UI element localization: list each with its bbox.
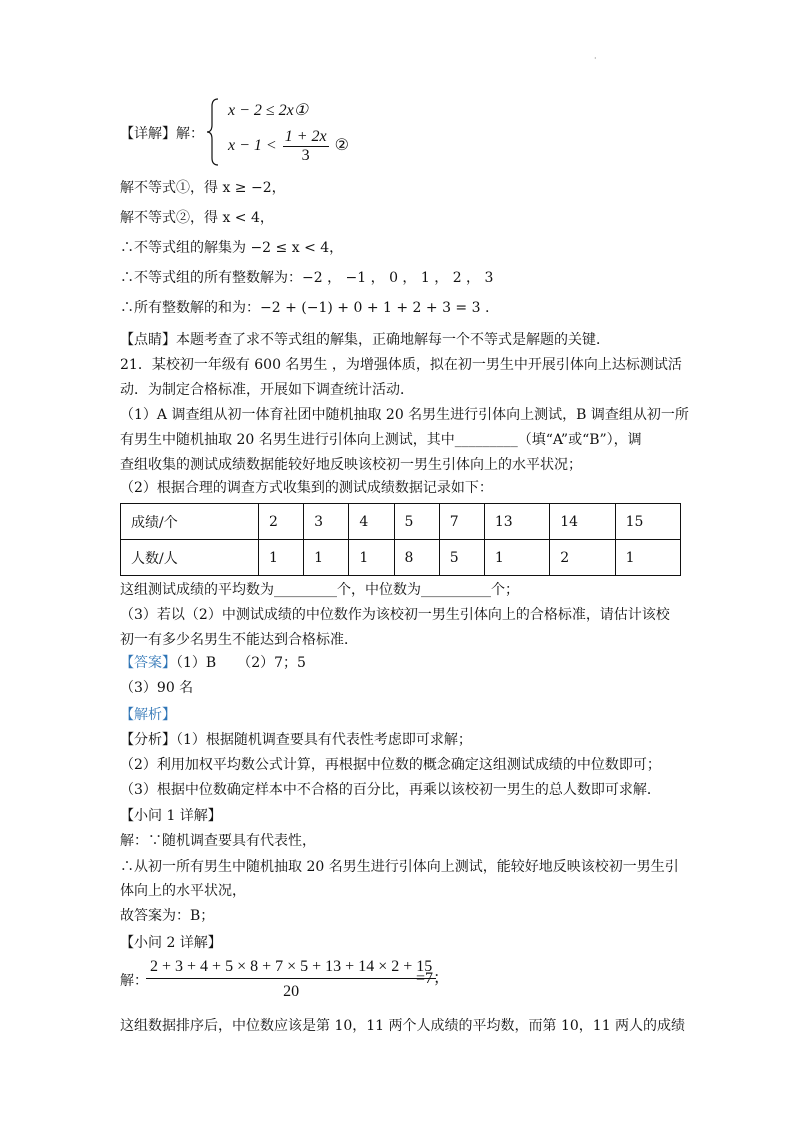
detail-label: 【详解】解： bbox=[120, 126, 204, 142]
answer-line-1 bbox=[120, 653, 306, 673]
eq2-denominator: 3 bbox=[301, 147, 310, 164]
table-cell: 人数/人 bbox=[121, 540, 259, 576]
table-cell: 5 bbox=[394, 504, 439, 540]
table-cell: 1 bbox=[304, 540, 349, 576]
table-cell: 1 bbox=[484, 540, 549, 576]
table-cell: 成绩/个 bbox=[121, 504, 259, 540]
solution-line-5: ∴所有整数解的和为：−2 + (−1) + 0 + 1 + 2 + 3 = 3 . bbox=[120, 300, 490, 316]
analysis-tag: 【解析】 bbox=[120, 707, 176, 723]
table-cell: 4 bbox=[349, 504, 394, 540]
key-point-note: 【点睛】本题考查了求不等式组的解集，正确地解每一个不等式是解题的关键． bbox=[120, 332, 610, 348]
table-cell: 2 bbox=[259, 504, 304, 540]
analysis-line-3: （3）根据中位数确定样本中不合格的百分比，再乘以该校初一男生的总人数即可求解． bbox=[120, 782, 661, 798]
table-cell: 1 bbox=[349, 540, 394, 576]
question-line-1: 21．某校初一年级有 600 名男生 ，为增强体质，拟在初一男生中开展引体向上达标测试活 bbox=[120, 357, 682, 373]
table-cell: 3 bbox=[304, 504, 349, 540]
table-row bbox=[121, 540, 681, 576]
eq2-numerator: 1 + 2x bbox=[284, 128, 327, 145]
question-line-2: 动．为制定合格标准，开展如下调查统计活动． bbox=[120, 382, 414, 398]
table-cell: 14 bbox=[550, 504, 615, 540]
table-cell: 1 bbox=[259, 540, 304, 576]
sub-question-2-title: 【小问 2 详解】 bbox=[120, 935, 222, 951]
mean-calc-numerator: 2 + 3 + 4 + 5 × 8 + 7 × 5 + 13 + 14 × 2 + 15 bbox=[146, 958, 436, 979]
sub-question-1-title: 【小问 1 详解】 bbox=[120, 808, 222, 824]
solution-line-3: ∴不等式组的解集为 −2 ≤ x < 4， bbox=[120, 240, 344, 256]
left-brace bbox=[206, 98, 220, 166]
mean-calc-fraction bbox=[146, 958, 436, 1001]
table-cell: 5 bbox=[439, 540, 484, 576]
mean-calc-label: 解： bbox=[120, 973, 148, 989]
sub-question-1-line-1: 解：∵随机调查要具有代表性， bbox=[120, 833, 316, 849]
mean-calc-result: =7； bbox=[416, 970, 450, 987]
eq2-mark: ② bbox=[334, 137, 349, 155]
table-cell: 13 bbox=[484, 504, 549, 540]
sub-question-1-answer: 故答案为：B； bbox=[120, 908, 215, 924]
question-line-7: 这组测试成绩的平均数为_________个，中位数为__________个； bbox=[120, 582, 519, 598]
question-line-8: （3）若以（2）中测试成绩的中位数作为该校初一男生引体向上的合格标准，请估计该校 bbox=[120, 607, 670, 623]
median-explanation-line: 这组数据排序后，中位数应该是第 10，11 两个人成绩的平均数，而第 10，11 两人的成绩 bbox=[120, 1018, 686, 1034]
solution-line-1: 解不等式①，得 x ≥ −2， bbox=[120, 180, 286, 196]
table-row bbox=[121, 504, 681, 540]
question-line-3: （1）A 调查组从初一体育社团中随机抽取 20 名男生进行引体向上测试，B 调查组从初一所 bbox=[120, 407, 689, 423]
answer-tag: 【答案】 bbox=[120, 655, 176, 671]
sub-question-1-line-2: ∴从初一所有男生中随机抽取 20 名男生进行引体向上测试，能较好地反映该校初一男生引 bbox=[120, 859, 679, 875]
question-line-5: 查组收集的测试成绩数据能较好地反映该校初一男生引体向上的水平状况； bbox=[120, 457, 582, 473]
answer-text: （1）B （2）7；5 bbox=[176, 655, 306, 671]
inequality-1: x − 2 ≤ 2x① bbox=[228, 102, 309, 119]
inequality-2 bbox=[228, 128, 349, 165]
table-cell: 2 bbox=[550, 540, 615, 576]
table-cell: 8 bbox=[394, 540, 439, 576]
mean-calc-denominator: 20 bbox=[283, 983, 300, 1000]
table-cell: 15 bbox=[615, 504, 680, 540]
score-table bbox=[120, 503, 681, 576]
question-line-9: 初一有多少名男生不能达到合格标准． bbox=[120, 632, 358, 648]
table-cell: 7 bbox=[439, 504, 484, 540]
question-line-4: 有男生中随机抽取 20 名男生进行引体向上测试，其中_________（填“A”或“B”），调 bbox=[120, 432, 642, 448]
analysis-line-2: （2）利用加权平均数公式计算，再根据中位数的概念确定这组测试成绩的中位数即可； bbox=[120, 757, 661, 773]
answer-line-2: （3）90 名 bbox=[120, 680, 194, 696]
eq2-left: x − 1 < bbox=[228, 137, 277, 155]
eq2-fraction bbox=[283, 128, 329, 165]
sub-question-1-line-3: 体向上的水平状况， bbox=[120, 883, 246, 899]
solution-line-2: 解不等式②，得 x < 4， bbox=[120, 210, 274, 226]
header-mark: · bbox=[594, 54, 597, 63]
question-line-6: （2）根据合理的调查方式收集到的测试成绩数据记录如下： bbox=[120, 480, 493, 496]
solution-line-4: ∴不等式组的所有整数解为：−2 ， −1 ， 0 ， 1 ， 2 ， 3 bbox=[120, 270, 494, 286]
table-cell: 1 bbox=[615, 540, 680, 576]
analysis-line-1: 【分析】（1）根据随机调查要具有代表性考虑即可求解； bbox=[120, 732, 472, 748]
